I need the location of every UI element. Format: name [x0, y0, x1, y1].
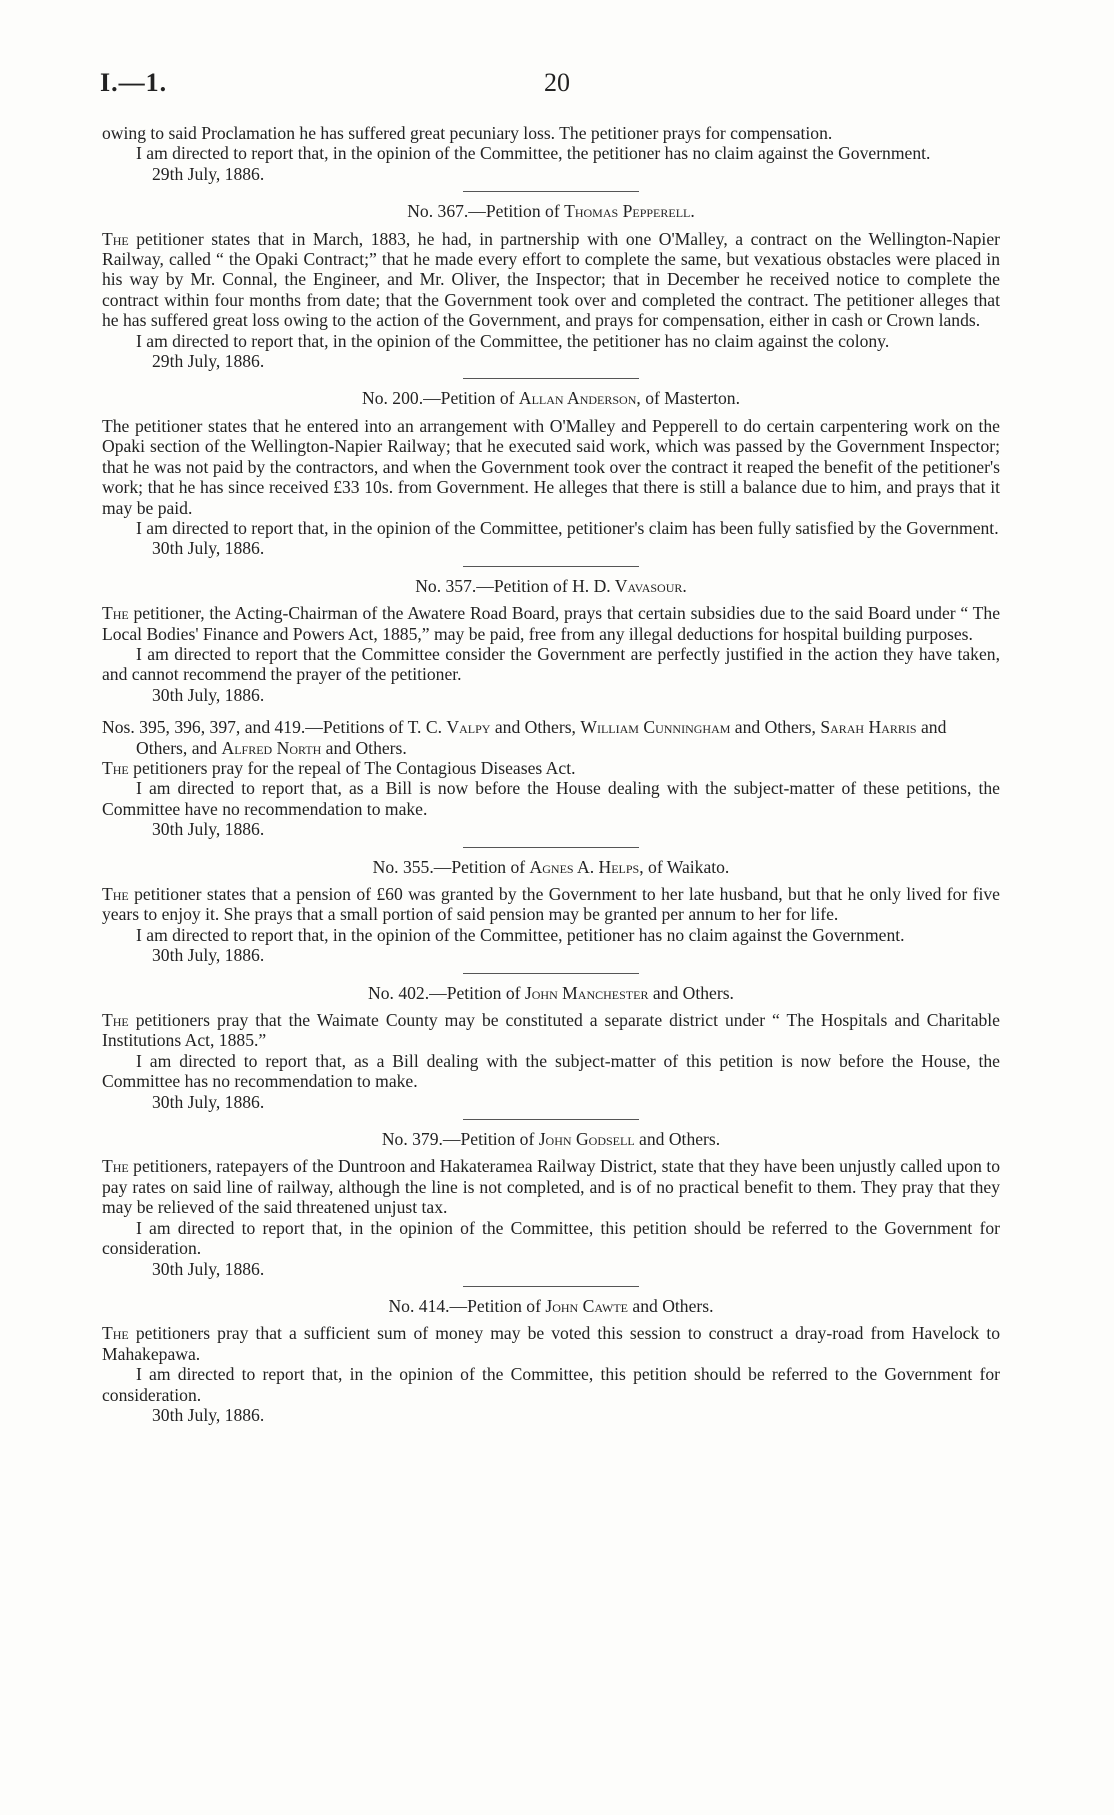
- report-paragraph: I am directed to report that the Committee consider the Government are perfectly justified in the action they have taken, and cannot recommend the prayer of the petitioner.: [102, 643, 1000, 685]
- petition-block: [102, 1119, 1000, 1279]
- petition-block: [102, 378, 1000, 558]
- petition-heading: No. 357.—Petition of H. D. Vavasour.: [415, 575, 687, 596]
- date-line: 30th July, 1886.: [152, 1091, 265, 1112]
- date-line: 29th July, 1886.: [152, 351, 265, 372]
- petition-body: The petitioner states that in March, 1883, he had, in partnership with one O'Malley, a contract on the Wellington-Napier Railway, called “ the Opaki Contract;” that he made every effort to complete the same, but vexatious obstacles were placed in his way by Mr. Connal, the Engineer, and Mr. Oliver, the Inspector; that in December he received notice to complete the contract within four months from date; that the Government took over and completed the contract. The petitioner alleges that he has suffered great loss owing to the action of the Government, and prays for compensation, either in cash or Crown lands.: [102, 228, 1000, 331]
- date-line: 29th July, 1886.: [152, 163, 265, 184]
- section-divider: [463, 1119, 639, 1120]
- page-number: 20: [544, 68, 570, 97]
- section-divider: [463, 566, 639, 567]
- petitioner-name: H. D. Vavasour: [572, 575, 683, 596]
- petition-body: The petitioner states that a pension of £60 was granted by the Government to her late husband, but that he only lived for five years to enjoy it. She prays that a small portion of said pension may be granted per annum to her for life.: [102, 884, 1000, 925]
- petition-heading: No. 414.—Petition of John Cawte and Others.: [388, 1295, 714, 1316]
- section-divider: [463, 1286, 639, 1287]
- petition-body: The petitioner, the Acting-Chairman of the Awatere Road Board, prays that certain subsidies due to the said Board under “ The Local Bodies' Finance and Powers Act, 1885,” may be paid, free from any illegal deductions for hospital building purposes.: [102, 603, 1000, 644]
- report-paragraph: I am directed to report that, in the opinion of the Committee, this petition should be referred to the Government for consideration.: [102, 1217, 1000, 1259]
- report-paragraph: I am directed to report that, as a Bill is now before the House dealing with the subject-matter of these petitions, the Committee have no recommendation to make.: [102, 778, 1000, 819]
- petition-block: [102, 705, 1000, 839]
- section-divider: [463, 847, 639, 848]
- petition-heading: No. 367.—Petition of Thomas Pepperell.: [407, 201, 695, 222]
- section-divider: [463, 191, 639, 192]
- petitioner-name: John Godsell: [538, 1129, 635, 1150]
- petitioner-name: Agnes A. Helps: [529, 856, 640, 877]
- document-reference: I.—1.: [100, 68, 168, 97]
- date-line: 30th July, 1886.: [152, 538, 265, 559]
- petition-block: [102, 566, 1000, 705]
- petition-body: The petitioners pray that the Waimate County may be constituted a separate district under “ The Hospitals and Charitable Institutions Act, 1885.”: [102, 1010, 1000, 1051]
- petition-heading: No. 355.—Petition of Agnes A. Helps, of Waikato.: [372, 856, 730, 877]
- petition-block: [102, 973, 1000, 1112]
- petition-block: [102, 191, 1000, 371]
- petition-block: [102, 847, 1000, 966]
- section-divider: [463, 378, 639, 379]
- continuation-paragraph: owing to said Proclamation he has suffered great pecuniary loss. The petitioner prays for compensation.: [102, 123, 833, 143]
- petition-body: The petitioner states that he entered into an arrangement with O'Malley and Pepperell to do certain carpentering work on the Opaki section of the Wellington-Napier Railway; that he executed said work, which was passed by the Government Inspector; that he was not paid by the contractors, and when the Government took over the contract it reaped the benefit of the petitioner's work; that he has since received £33 10s. from Government. He alleges that there is still a balance due to him, and prays that it may be paid.: [102, 415, 1000, 518]
- date-line: 30th July, 1886.: [152, 1258, 265, 1279]
- petition-body: The petitioners, ratepayers of the Duntroon and Hakateramea Railway District, state that they have been unjustly called upon to pay rates on said line of railway, although the line is not completed, and is of no practical benefit to them. They pray that they may be relieved of the said threatened unjust tax.: [102, 1156, 1000, 1218]
- petitioner-name: John Cawte: [545, 1295, 629, 1316]
- date-line: 30th July, 1886.: [152, 819, 265, 840]
- petitioner-name: Thomas Pepperell: [564, 201, 691, 222]
- report-paragraph: I am directed to report that, in the opinion of the Committee, this petition should be referred to the Government for consideration.: [102, 1364, 1000, 1405]
- report-paragraph: I am directed to report that, as a Bill dealing with the subject-matter of this petition is now before the House, the Committee has no recommendation to make.: [102, 1050, 1000, 1092]
- petition-heading: No. 402.—Petition of John Manchester and Others.: [368, 982, 734, 1003]
- petition-block: [102, 1286, 1000, 1425]
- petition-heading: Nos. 395, 396, 397, and 419.—Petitions of T. C. Valpy and Others, William Cunningham and Others, Sarah Harris and Others, and Alfred North and Others.: [102, 717, 947, 758]
- petition-heading: No. 379.—Petition of John Godsell and Others.: [381, 1129, 721, 1150]
- report-paragraph: I am directed to report that, in the opinion of the Committee, the petitioner has no claim against the colony.: [136, 330, 890, 351]
- petitioner-name: John Manchester: [524, 982, 649, 1003]
- section-divider: [463, 973, 639, 974]
- petition-body: The petitioners pray that a sufficient sum of money may be voted this session to construct a dray-road from Havelock to Mahakepawa.: [102, 1323, 1000, 1364]
- document-body: [102, 123, 1000, 1425]
- petitioner-name: Allan Anderson: [518, 388, 637, 409]
- date-line: 30th July, 1886.: [152, 1404, 265, 1425]
- date-line: 30th July, 1886.: [152, 684, 265, 705]
- report-paragraph: I am directed to report that, in the opinion of the Committee, petitioner has no claim against the Government.: [136, 924, 905, 945]
- petition-heading: No. 200.—Petition of Allan Anderson, of Masterton.: [362, 388, 740, 409]
- date-line: 30th July, 1886.: [152, 945, 265, 966]
- report-paragraph: I am directed to report that, in the opinion of the Committee, petitioner's claim has been fully satisfied by the Government.: [136, 517, 999, 538]
- petition-body: The petitioners pray for the repeal of The Contagious Diseases Act.: [102, 757, 576, 778]
- section-spacer: [102, 705, 1000, 717]
- page-header: [100, 68, 1014, 108]
- report-paragraph: I am directed to report that, in the opinion of the Committee, the petitioner has no claim against the Government.: [136, 143, 931, 164]
